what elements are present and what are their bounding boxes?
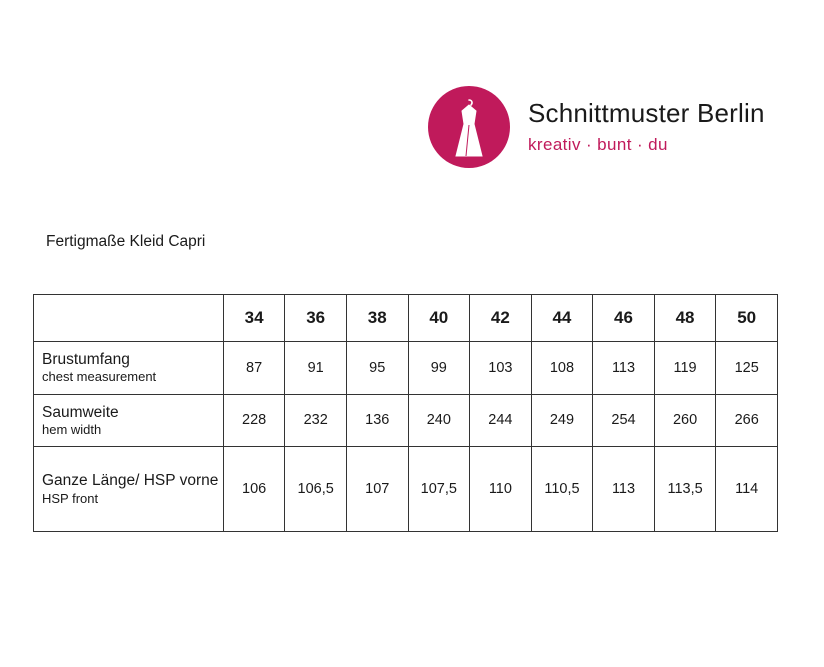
table-head bbox=[34, 295, 778, 342]
table-cell: 113,5 bbox=[654, 447, 716, 532]
measurements-table bbox=[33, 294, 778, 532]
column-header-size: 36 bbox=[285, 295, 347, 342]
page-title: Fertigmaße Kleid Capri bbox=[46, 233, 206, 250]
table-header-row bbox=[34, 295, 778, 342]
table-cell: 125 bbox=[716, 342, 778, 395]
column-header-size: 38 bbox=[346, 295, 408, 342]
row-label-de: Saumweite bbox=[42, 403, 119, 421]
table-cell: 87 bbox=[223, 342, 285, 395]
brand-name: Schnittmuster Berlin bbox=[528, 97, 765, 128]
table-cell: 95 bbox=[346, 342, 408, 395]
table-cell: 107 bbox=[346, 447, 408, 532]
table-cell: 266 bbox=[716, 394, 778, 447]
table-cell: 260 bbox=[654, 394, 716, 447]
table-cell: 113 bbox=[593, 447, 655, 532]
table-cell: 119 bbox=[654, 342, 716, 395]
table-cell: 228 bbox=[223, 394, 285, 447]
table-cell: 106 bbox=[223, 447, 285, 532]
table-row bbox=[34, 394, 778, 447]
row-label-cell bbox=[34, 447, 224, 532]
measurements-table-wrap bbox=[33, 294, 778, 532]
table-cell: 106,5 bbox=[285, 447, 347, 532]
table-body bbox=[34, 342, 778, 532]
brand-header bbox=[428, 86, 765, 168]
column-header-size: 42 bbox=[470, 295, 532, 342]
table-cell: 110,5 bbox=[531, 447, 593, 532]
table-cell: 113 bbox=[593, 342, 655, 395]
row-label-en: chest measurement bbox=[42, 369, 157, 385]
table-cell: 254 bbox=[593, 394, 655, 447]
table-corner-cell bbox=[34, 295, 224, 342]
brand-tagline: kreativ · bunt · du bbox=[528, 135, 668, 155]
table-cell: 244 bbox=[470, 394, 532, 447]
row-label-cell bbox=[34, 394, 224, 447]
row-label-en: hem width bbox=[42, 422, 102, 437]
table-row bbox=[34, 447, 778, 532]
table-cell: 136 bbox=[346, 394, 408, 447]
column-header-size: 46 bbox=[593, 295, 655, 342]
table-cell: 108 bbox=[531, 342, 593, 395]
table-cell: 249 bbox=[531, 394, 593, 447]
table-cell: 107,5 bbox=[408, 447, 470, 532]
table-cell: 99 bbox=[408, 342, 470, 395]
row-label-de: Ganze Länge/ HSP vorne bbox=[42, 472, 219, 490]
column-header-size: 48 bbox=[654, 295, 716, 342]
row-label-en: HSP front bbox=[42, 490, 99, 506]
column-header-size: 34 bbox=[223, 295, 285, 342]
table-cell: 91 bbox=[285, 342, 347, 395]
row-label-cell bbox=[34, 342, 224, 395]
column-header-size: 44 bbox=[531, 295, 593, 342]
column-header-size: 50 bbox=[716, 295, 778, 342]
table-cell: 114 bbox=[716, 447, 778, 532]
row-label-de: Brustumfang bbox=[42, 351, 130, 368]
dress-icon bbox=[446, 98, 492, 160]
table-cell: 232 bbox=[285, 394, 347, 447]
table-row bbox=[34, 342, 778, 395]
column-header-size: 40 bbox=[408, 295, 470, 342]
logo-circle bbox=[428, 86, 510, 168]
table-cell: 240 bbox=[408, 394, 470, 447]
table-cell: 103 bbox=[470, 342, 532, 395]
table-cell: 110 bbox=[470, 447, 532, 532]
brand-text-block bbox=[528, 99, 765, 156]
